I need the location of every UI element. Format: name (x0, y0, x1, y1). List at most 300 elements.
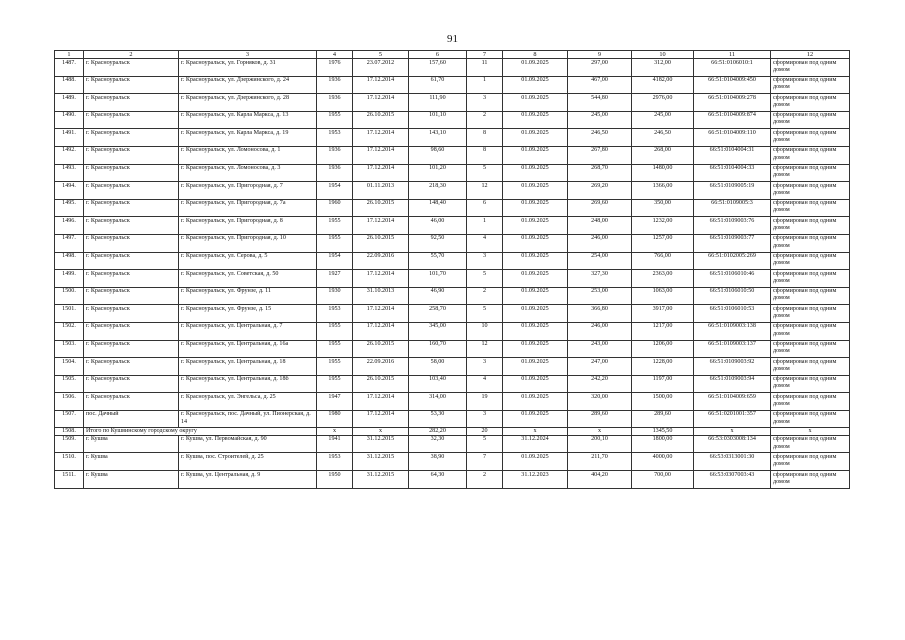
due-date: 01.09.2025 (503, 453, 568, 471)
record-date: 22.09.2016 (353, 358, 409, 376)
total-note: x (771, 428, 850, 435)
cadastral-number: 66:51:0106010:1 (694, 59, 771, 77)
record-date: 26.10.2015 (353, 199, 409, 217)
area-value: 101,20 (409, 164, 467, 182)
address: г. Кушва, пос. Строителей, д. 25 (179, 453, 317, 471)
row-number: 1489. (55, 94, 84, 112)
cadastral-number: 66:53:0307003:43 (694, 471, 771, 489)
build-year: 1947 (317, 393, 353, 411)
table-row (55, 59, 850, 77)
row-number: 1500. (55, 287, 84, 305)
resident-count: 5 (467, 305, 503, 323)
record-date: 17.12.2014 (353, 322, 409, 340)
resident-count: 1 (467, 217, 503, 235)
land-note: сформирован под одним домом (771, 410, 850, 428)
area-value: 143,10 (409, 129, 467, 147)
cadastral-number: 66:51:0106010:46 (694, 270, 771, 288)
resident-count: 7 (467, 453, 503, 471)
cadastral-number: 66:51:0109003:77 (694, 234, 771, 252)
record-date: 31.12.2015 (353, 435, 409, 453)
build-year: 1954 (317, 252, 353, 270)
address: г. Красноуральск, ул. Центральная, д. 18 (179, 358, 317, 376)
locality: г. Красноуральск (84, 287, 179, 305)
cadastral-number: 66:51:0104009:450 (694, 76, 771, 94)
area-value: 157,60 (409, 59, 467, 77)
due-date: 01.09.2025 (503, 217, 568, 235)
value-col10: 1480,00 (632, 164, 694, 182)
value-col9: 246,00 (568, 322, 632, 340)
value-col9: 246,00 (568, 234, 632, 252)
value-col10: 312,00 (632, 59, 694, 77)
table-row (55, 358, 850, 376)
cadastral-number: 66:51:0109003:138 (694, 322, 771, 340)
address: г. Красноуральск, ул. Центральная, д. 7 (179, 322, 317, 340)
area-value: 103,40 (409, 375, 467, 393)
cadastral-number: 66:51:0109003:76 (694, 217, 771, 235)
land-note: сформирован под одним домом (771, 471, 850, 489)
value-col9: 200,10 (568, 435, 632, 453)
table-row (55, 471, 850, 489)
record-date: 23.07.2012 (353, 59, 409, 77)
cadastral-number: 66:51:0104009:278 (694, 94, 771, 112)
row-number: 1495. (55, 199, 84, 217)
area-value: 58,00 (409, 358, 467, 376)
row-number: 1491. (55, 129, 84, 147)
value-col10: 4000,00 (632, 453, 694, 471)
build-year: 1980 (317, 410, 353, 428)
record-date: 22.09.2016 (353, 252, 409, 270)
address: г. Кушва, ул. Первомайская, д. 90 (179, 435, 317, 453)
resident-count: 10 (467, 322, 503, 340)
due-date: 01.09.2025 (503, 340, 568, 358)
row-number: 1510. (55, 453, 84, 471)
locality: г. Кушва (84, 471, 179, 489)
value-col9: 366,80 (568, 305, 632, 323)
due-date: 01.09.2025 (503, 410, 568, 428)
table-row (55, 164, 850, 182)
resident-count: 2 (467, 287, 503, 305)
build-year: 1955 (317, 111, 353, 129)
resident-count: 5 (467, 164, 503, 182)
value-col10: 700,00 (632, 471, 694, 489)
table-row (55, 76, 850, 94)
value-col9: 297,00 (568, 59, 632, 77)
locality: пос. Дачный (84, 410, 179, 428)
row-number: 1508. (55, 428, 84, 435)
row-number: 1488. (55, 76, 84, 94)
record-date: 31.12.2015 (353, 453, 409, 471)
value-col9: 248,00 (568, 217, 632, 235)
column-number: 9 (568, 51, 632, 59)
due-date: 01.09.2025 (503, 94, 568, 112)
locality: г. Кушва (84, 435, 179, 453)
address: г. Красноуральск, ул. Серова, д. 5 (179, 252, 317, 270)
build-year: 1941 (317, 435, 353, 453)
row-number: 1494. (55, 182, 84, 200)
land-note: сформирован под одним домом (771, 129, 850, 147)
due-date: 31.12.2023 (503, 471, 568, 489)
value-col9: 253,00 (568, 287, 632, 305)
value-col9: 267,80 (568, 146, 632, 164)
table-row (55, 111, 850, 129)
address: г. Красноуральск, ул. Центральная, д. 16а (179, 340, 317, 358)
value-col10: 766,00 (632, 252, 694, 270)
column-number: 6 (409, 51, 467, 59)
table-row (55, 270, 850, 288)
build-year: 1936 (317, 94, 353, 112)
land-note: сформирован под одним домом (771, 322, 850, 340)
locality: г. Красноуральск (84, 270, 179, 288)
cadastral-number: 66:51:0104009:659 (694, 393, 771, 411)
table-row (55, 393, 850, 411)
area-value: 46,90 (409, 287, 467, 305)
table-row (55, 453, 850, 471)
address: г. Красноуральск, ул. Энгельса, д. 25 (179, 393, 317, 411)
value-col10: 1257,00 (632, 234, 694, 252)
due-date: 01.09.2025 (503, 111, 568, 129)
land-note: сформирован под одним домом (771, 146, 850, 164)
resident-count: 1 (467, 76, 503, 94)
value-col9: 404,20 (568, 471, 632, 489)
locality: г. Красноуральск (84, 146, 179, 164)
resident-count: 3 (467, 358, 503, 376)
area-value: 61,70 (409, 76, 467, 94)
land-note: сформирован под одним домом (771, 234, 850, 252)
cadastral-number: 66:51:0104004:33 (694, 164, 771, 182)
build-year: 1936 (317, 76, 353, 94)
build-year: 1953 (317, 129, 353, 147)
value-col9: 211,70 (568, 453, 632, 471)
due-date: 01.09.2025 (503, 375, 568, 393)
table-row (55, 234, 850, 252)
row-number: 1507. (55, 410, 84, 428)
cadastral-number: 66:51:0109003:92 (694, 358, 771, 376)
total-area: 282,20 (409, 428, 467, 435)
column-number-row (55, 51, 850, 59)
cadastral-number: 66:51:0104009:110 (694, 129, 771, 147)
value-col10: 246,50 (632, 129, 694, 147)
column-number: 3 (179, 51, 317, 59)
land-note: сформирован под одним домом (771, 305, 850, 323)
land-note: сформирован под одним домом (771, 199, 850, 217)
resident-count: 4 (467, 234, 503, 252)
build-year: 1936 (317, 164, 353, 182)
locality: г. Красноуральск (84, 340, 179, 358)
locality: г. Красноуральск (84, 358, 179, 376)
due-date: 01.09.2025 (503, 76, 568, 94)
record-date: 17.12.2014 (353, 305, 409, 323)
land-note: сформирован под одним домом (771, 94, 850, 112)
resident-count: 5 (467, 270, 503, 288)
cadastral-number: 66:51:0106010:53 (694, 305, 771, 323)
total-label: Итого по Кушвинскому городскому округу (84, 428, 317, 435)
address: г. Красноуральск, ул. Пригородная, д. 10 (179, 234, 317, 252)
total-cad: x (694, 428, 771, 435)
locality: г. Красноуральск (84, 393, 179, 411)
resident-count: 12 (467, 182, 503, 200)
table-row (55, 199, 850, 217)
table-row (55, 410, 850, 428)
due-date: 01.09.2025 (503, 199, 568, 217)
column-number: 12 (771, 51, 850, 59)
row-number: 1487. (55, 59, 84, 77)
column-number: 2 (84, 51, 179, 59)
locality: г. Красноуральск (84, 76, 179, 94)
land-note: сформирован под одним домом (771, 252, 850, 270)
record-date: 31.10.2013 (353, 287, 409, 305)
row-number: 1498. (55, 252, 84, 270)
land-note: сформирован под одним домом (771, 453, 850, 471)
due-date: 01.09.2025 (503, 393, 568, 411)
locality: г. Красноуральск (84, 217, 179, 235)
due-date: 01.09.2025 (503, 182, 568, 200)
locality: г. Кушва (84, 453, 179, 471)
value-col9: 254,00 (568, 252, 632, 270)
row-number: 1511. (55, 471, 84, 489)
value-col9: 544,80 (568, 94, 632, 112)
column-number: 10 (632, 51, 694, 59)
value-col10: 1063,00 (632, 287, 694, 305)
record-date: 01.11.2013 (353, 182, 409, 200)
area-value: 64,30 (409, 471, 467, 489)
locality: г. Красноуральск (84, 111, 179, 129)
cadastral-number: 66:51:0109005:19 (694, 182, 771, 200)
due-date: 01.09.2025 (503, 164, 568, 182)
resident-count: 11 (467, 59, 503, 77)
table-row (55, 322, 850, 340)
address: г. Красноуральск, ул. Советская, д. 50 (179, 270, 317, 288)
land-note: сформирован под одним домом (771, 59, 850, 77)
record-date: 17.12.2014 (353, 410, 409, 428)
table-row (55, 287, 850, 305)
cadastral-number: 66:51:0104004:31 (694, 146, 771, 164)
table-row (55, 182, 850, 200)
record-date: 17.12.2014 (353, 94, 409, 112)
address: г. Красноуральск, ул. Центральная, д. 18б (179, 375, 317, 393)
record-date: 26.10.2015 (353, 111, 409, 129)
resident-count: 8 (467, 146, 503, 164)
build-year: 1953 (317, 305, 353, 323)
build-year: 1950 (317, 471, 353, 489)
address: г. Красноуральск, ул. Фрунзе, д. 15 (179, 305, 317, 323)
area-value: 258,70 (409, 305, 467, 323)
land-note: сформирован под одним домом (771, 435, 850, 453)
land-note: сформирован под одним домом (771, 164, 850, 182)
record-date: 17.12.2014 (353, 146, 409, 164)
value-col10: 2363,00 (632, 270, 694, 288)
area-value: 218,30 (409, 182, 467, 200)
record-date: 17.12.2014 (353, 270, 409, 288)
area-value: 101,10 (409, 111, 467, 129)
column-number: 8 (503, 51, 568, 59)
row-number: 1503. (55, 340, 84, 358)
value-col10: 1800,00 (632, 435, 694, 453)
address: г. Красноуральск, ул. Горняков, д. 31 (179, 59, 317, 77)
address: г. Красноуральск, ул. Пригородная, д. 7а (179, 199, 317, 217)
column-number: 5 (353, 51, 409, 59)
row-number: 1506. (55, 393, 84, 411)
resident-count: 3 (467, 94, 503, 112)
land-note: сформирован под одним домом (771, 111, 850, 129)
value-col10: 289,60 (632, 410, 694, 428)
page-number: 91 (447, 33, 458, 45)
address: г. Красноуральск, ул. Дзержинского, д. 24 (179, 76, 317, 94)
record-date: 26.10.2015 (353, 375, 409, 393)
cadastral-number: 66:53:0313001:30 (694, 453, 771, 471)
value-col10: 1366,00 (632, 182, 694, 200)
locality: г. Красноуральск (84, 322, 179, 340)
locality: г. Красноуральск (84, 305, 179, 323)
address: г. Красноуральск, ул. Ломоносова, д. 3 (179, 164, 317, 182)
resident-count: 6 (467, 199, 503, 217)
record-date: 26.10.2015 (353, 340, 409, 358)
row-number: 1502. (55, 322, 84, 340)
value-col10: 268,00 (632, 146, 694, 164)
resident-count: 12 (467, 340, 503, 358)
value-col10: 4182,00 (632, 76, 694, 94)
resident-count: 19 (467, 393, 503, 411)
record-date: 17.12.2014 (353, 164, 409, 182)
row-number: 1509. (55, 435, 84, 453)
column-number: 1 (55, 51, 84, 59)
build-year: 1955 (317, 322, 353, 340)
record-date: 26.10.2015 (353, 234, 409, 252)
build-year: 1976 (317, 59, 353, 77)
locality: г. Красноуральск (84, 94, 179, 112)
address: г. Красноуральск, ул. Пригородная, д. 7 (179, 182, 317, 200)
build-year: 1930 (317, 287, 353, 305)
locality: г. Красноуральск (84, 234, 179, 252)
value-col9: 243,00 (568, 340, 632, 358)
total-date: x (353, 428, 409, 435)
resident-count: 2 (467, 471, 503, 489)
locality: г. Красноуральск (84, 129, 179, 147)
value-col10: 1217,00 (632, 322, 694, 340)
row-number: 1499. (55, 270, 84, 288)
address: г. Кушва, ул. Центральная, д. 9 (179, 471, 317, 489)
record-date: 17.12.2014 (353, 393, 409, 411)
land-note: сформирован под одним домом (771, 358, 850, 376)
build-year: 1953 (317, 453, 353, 471)
resident-count: 3 (467, 252, 503, 270)
build-year: 1955 (317, 217, 353, 235)
cadastral-number: 66:51:0109003:137 (694, 340, 771, 358)
record-date: 17.12.2014 (353, 129, 409, 147)
row-number: 1492. (55, 146, 84, 164)
row-number: 1493. (55, 164, 84, 182)
build-year: 1955 (317, 358, 353, 376)
column-number: 11 (694, 51, 771, 59)
row-number: 1505. (55, 375, 84, 393)
cadastral-number: 66:51:0201001:357 (694, 410, 771, 428)
table-row (55, 252, 850, 270)
value-col10: 1228,00 (632, 358, 694, 376)
due-date: 01.09.2025 (503, 358, 568, 376)
housing-registry-table (54, 50, 850, 489)
build-year: 1960 (317, 199, 353, 217)
due-date: 01.09.2025 (503, 234, 568, 252)
due-date: 01.09.2025 (503, 129, 568, 147)
land-note: сформирован под одним домом (771, 287, 850, 305)
value-col10: 1206,00 (632, 340, 694, 358)
cadastral-number: 66:53:0303008:134 (694, 435, 771, 453)
address: г. Красноуральск, ул. Карла Маркса, д. 19 (179, 129, 317, 147)
area-value: 160,70 (409, 340, 467, 358)
table-row (55, 340, 850, 358)
address: г. Красноуральск, ул. Ломоносова, д. 1 (179, 146, 317, 164)
due-date: 01.09.2025 (503, 146, 568, 164)
area-value: 32,30 (409, 435, 467, 453)
area-value: 55,70 (409, 252, 467, 270)
value-col9: 327,30 (568, 270, 632, 288)
value-col9: 320,00 (568, 393, 632, 411)
value-col9: 467,00 (568, 76, 632, 94)
total-cnt: 20 (467, 428, 503, 435)
build-year: 1936 (317, 146, 353, 164)
locality: г. Красноуральск (84, 199, 179, 217)
area-value: 111,90 (409, 94, 467, 112)
due-date: 01.09.2025 (503, 270, 568, 288)
land-note: сформирован под одним домом (771, 375, 850, 393)
total-row (55, 428, 850, 435)
record-date: 31.12.2015 (353, 471, 409, 489)
value-col9: 269,20 (568, 182, 632, 200)
locality: г. Красноуральск (84, 59, 179, 77)
area-value: 314,00 (409, 393, 467, 411)
total-v2: 1345,50 (632, 428, 694, 435)
cadastral-number: 66:51:0109003:94 (694, 375, 771, 393)
due-date: 01.09.2025 (503, 59, 568, 77)
row-number: 1501. (55, 305, 84, 323)
land-note: сформирован под одним домом (771, 217, 850, 235)
address: г. Красноуральск, ул. Карла Маркса, д. 13 (179, 111, 317, 129)
value-col10: 1232,00 (632, 217, 694, 235)
build-year: 1955 (317, 340, 353, 358)
land-note: сформирован под одним домом (771, 270, 850, 288)
value-col10: 1197,00 (632, 375, 694, 393)
value-col9: 268,70 (568, 164, 632, 182)
column-number: 4 (317, 51, 353, 59)
row-number: 1497. (55, 234, 84, 252)
address: г. Красноуральск, пос. Дачный, ул. Пионерская, д. 14 (179, 410, 317, 428)
locality: г. Красноуральск (84, 252, 179, 270)
value-col10: 1500,00 (632, 393, 694, 411)
address: г. Красноуральск, ул. Дзержинского, д. 28 (179, 94, 317, 112)
record-date: 17.12.2014 (353, 217, 409, 235)
area-value: 46,00 (409, 217, 467, 235)
value-col9: 242,20 (568, 375, 632, 393)
due-date: 01.09.2025 (503, 305, 568, 323)
area-value: 148,40 (409, 199, 467, 217)
value-col9: 269,60 (568, 199, 632, 217)
locality: г. Красноуральск (84, 182, 179, 200)
due-date: 01.09.2025 (503, 287, 568, 305)
table-row (55, 146, 850, 164)
value-col9: 245,00 (568, 111, 632, 129)
due-date: 01.09.2025 (503, 252, 568, 270)
total-due: x (503, 428, 568, 435)
row-number: 1490. (55, 111, 84, 129)
resident-count: 3 (467, 410, 503, 428)
total-v1: x (568, 428, 632, 435)
build-year: 1955 (317, 375, 353, 393)
land-note: сформирован под одним домом (771, 393, 850, 411)
land-note: сформирован под одним домом (771, 76, 850, 94)
cadastral-number: 66:51:0104009:874 (694, 111, 771, 129)
build-year: 1927 (317, 270, 353, 288)
address: г. Красноуральск, ул. Пригородная, д. 8 (179, 217, 317, 235)
record-date: 17.12.2014 (353, 76, 409, 94)
